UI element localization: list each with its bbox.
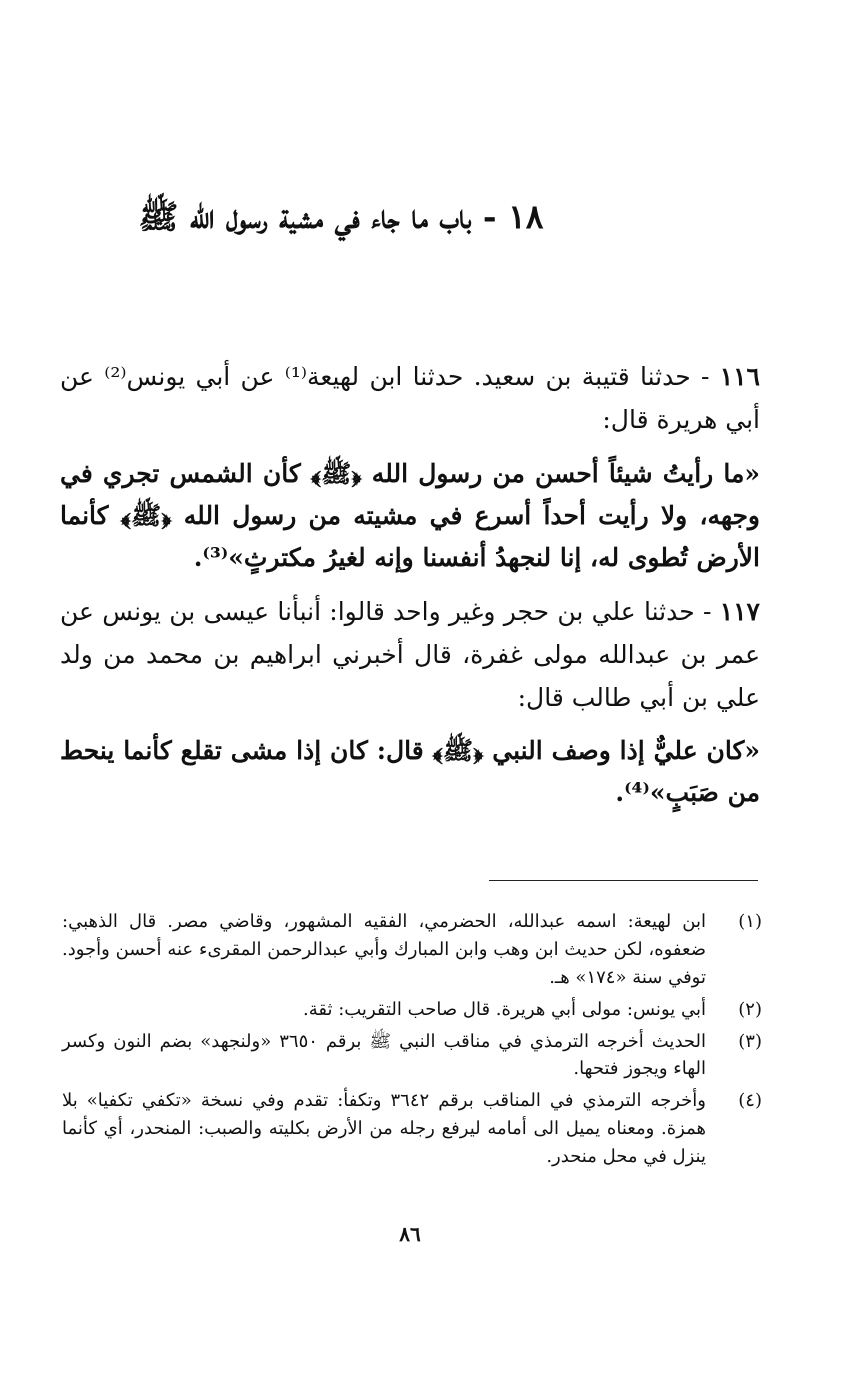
hadith-number: ١١٦ [719, 362, 760, 391]
chapter-heading [60, 196, 622, 239]
hadith-dash: - [694, 597, 712, 626]
hadith-dash: - [690, 362, 710, 391]
hadith-isnad: حدثنا علي بن حجر وغير واحد قالوا: أنبأنا عيسى بن يونس عن عمر بن عبدالله مولى غفرة، قال أخبرني ابراهيم بن محمد من ولد علي بن أبي طالب قال: [60, 597, 761, 712]
chapter-dash: - [471, 197, 497, 236]
hadith-117-narration [60, 590, 760, 719]
hadith-116-matn: «ما رأيتُ شيئاً أحسن من رسول الله ﴿ﷺ﴾ كأن الشمس تجري في وجهه، ولا رأيت أحداً أسرع في مشيته من رسول الله ﴿ﷺ﴾ كأنما الأرض تُطوى له، إنا لنجهدُ أنفسنا وإنه لغيرُ مكترثٍ»⁽³⁾. [60, 459, 760, 572]
footnote-1 [62, 908, 762, 992]
footnotes [62, 908, 762, 1175]
footnote-text: الحديث أخرجه الترمذي في مناقب النبي ﷺ برقم ٣٦٥٠ «ولنجهد» بضم النون وكسر الهاء ويجوز فتحها. [62, 1030, 706, 1080]
footnote-text: أبي يونس: مولى أبي هريرة. قال صاحب التقريب: ثقة. [302, 998, 706, 1020]
hadith-isnad: حدثنا قتيبة بن سعيد. حدثنا ابن لهيعة⁽¹⁾ عن أبي يونس⁽²⁾ عن أبي هريرة قال: [60, 362, 760, 434]
page-number: ٨٦ [399, 1222, 421, 1246]
chapter-title: باب ما جاء في مشية رسول الله ﷺ [138, 197, 472, 236]
hadith-117-matn: «كان عليٌّ إذا وصف النبي ﴿ﷺ﴾ قال: كان إذا مشى تقلع كأنما ينحط من صَبَبٍ»⁽⁴⁾. [60, 736, 760, 807]
footnote-number: (٣) [738, 1030, 762, 1052]
footnote-3 [62, 1028, 762, 1084]
footnote-text: ابن لهيعة: اسمه عبدالله، الحضرمي، الفقيه المشهور، وقاضي مصر. قال الذهبي: ضعفوه، لكن حديث ابن وهب وابن المبارك وأبي عبدالرحمن المقرىء عنه أحسن وأجود. توفي سنة «١٧٤» هـ. [62, 911, 706, 988]
hadith-116-narration [60, 355, 760, 441]
hadith-number: ١١٧ [719, 597, 760, 626]
footnote-number: (٢) [738, 998, 762, 1020]
footnote-text: وأخرجه الترمذي في المناقب برقم ٣٦٤٢ وتكفأ: تقدم وفي نسخة «تكفي تكفيا» بلا همزة. ومعناه يميل الى أمامه ليرفع رجله من الأرض بكليته والصبب: المنحدر، أي كأنما ينزل في محل منحدر. [62, 1090, 707, 1168]
chapter-number: ١٨ [508, 197, 544, 236]
footnote-number: (١) [738, 911, 762, 932]
footnote-number: (٤) [738, 1090, 762, 1112]
footnote-2 [62, 996, 762, 1024]
footnote-4 [62, 1087, 762, 1171]
footnote-divider [489, 880, 758, 881]
